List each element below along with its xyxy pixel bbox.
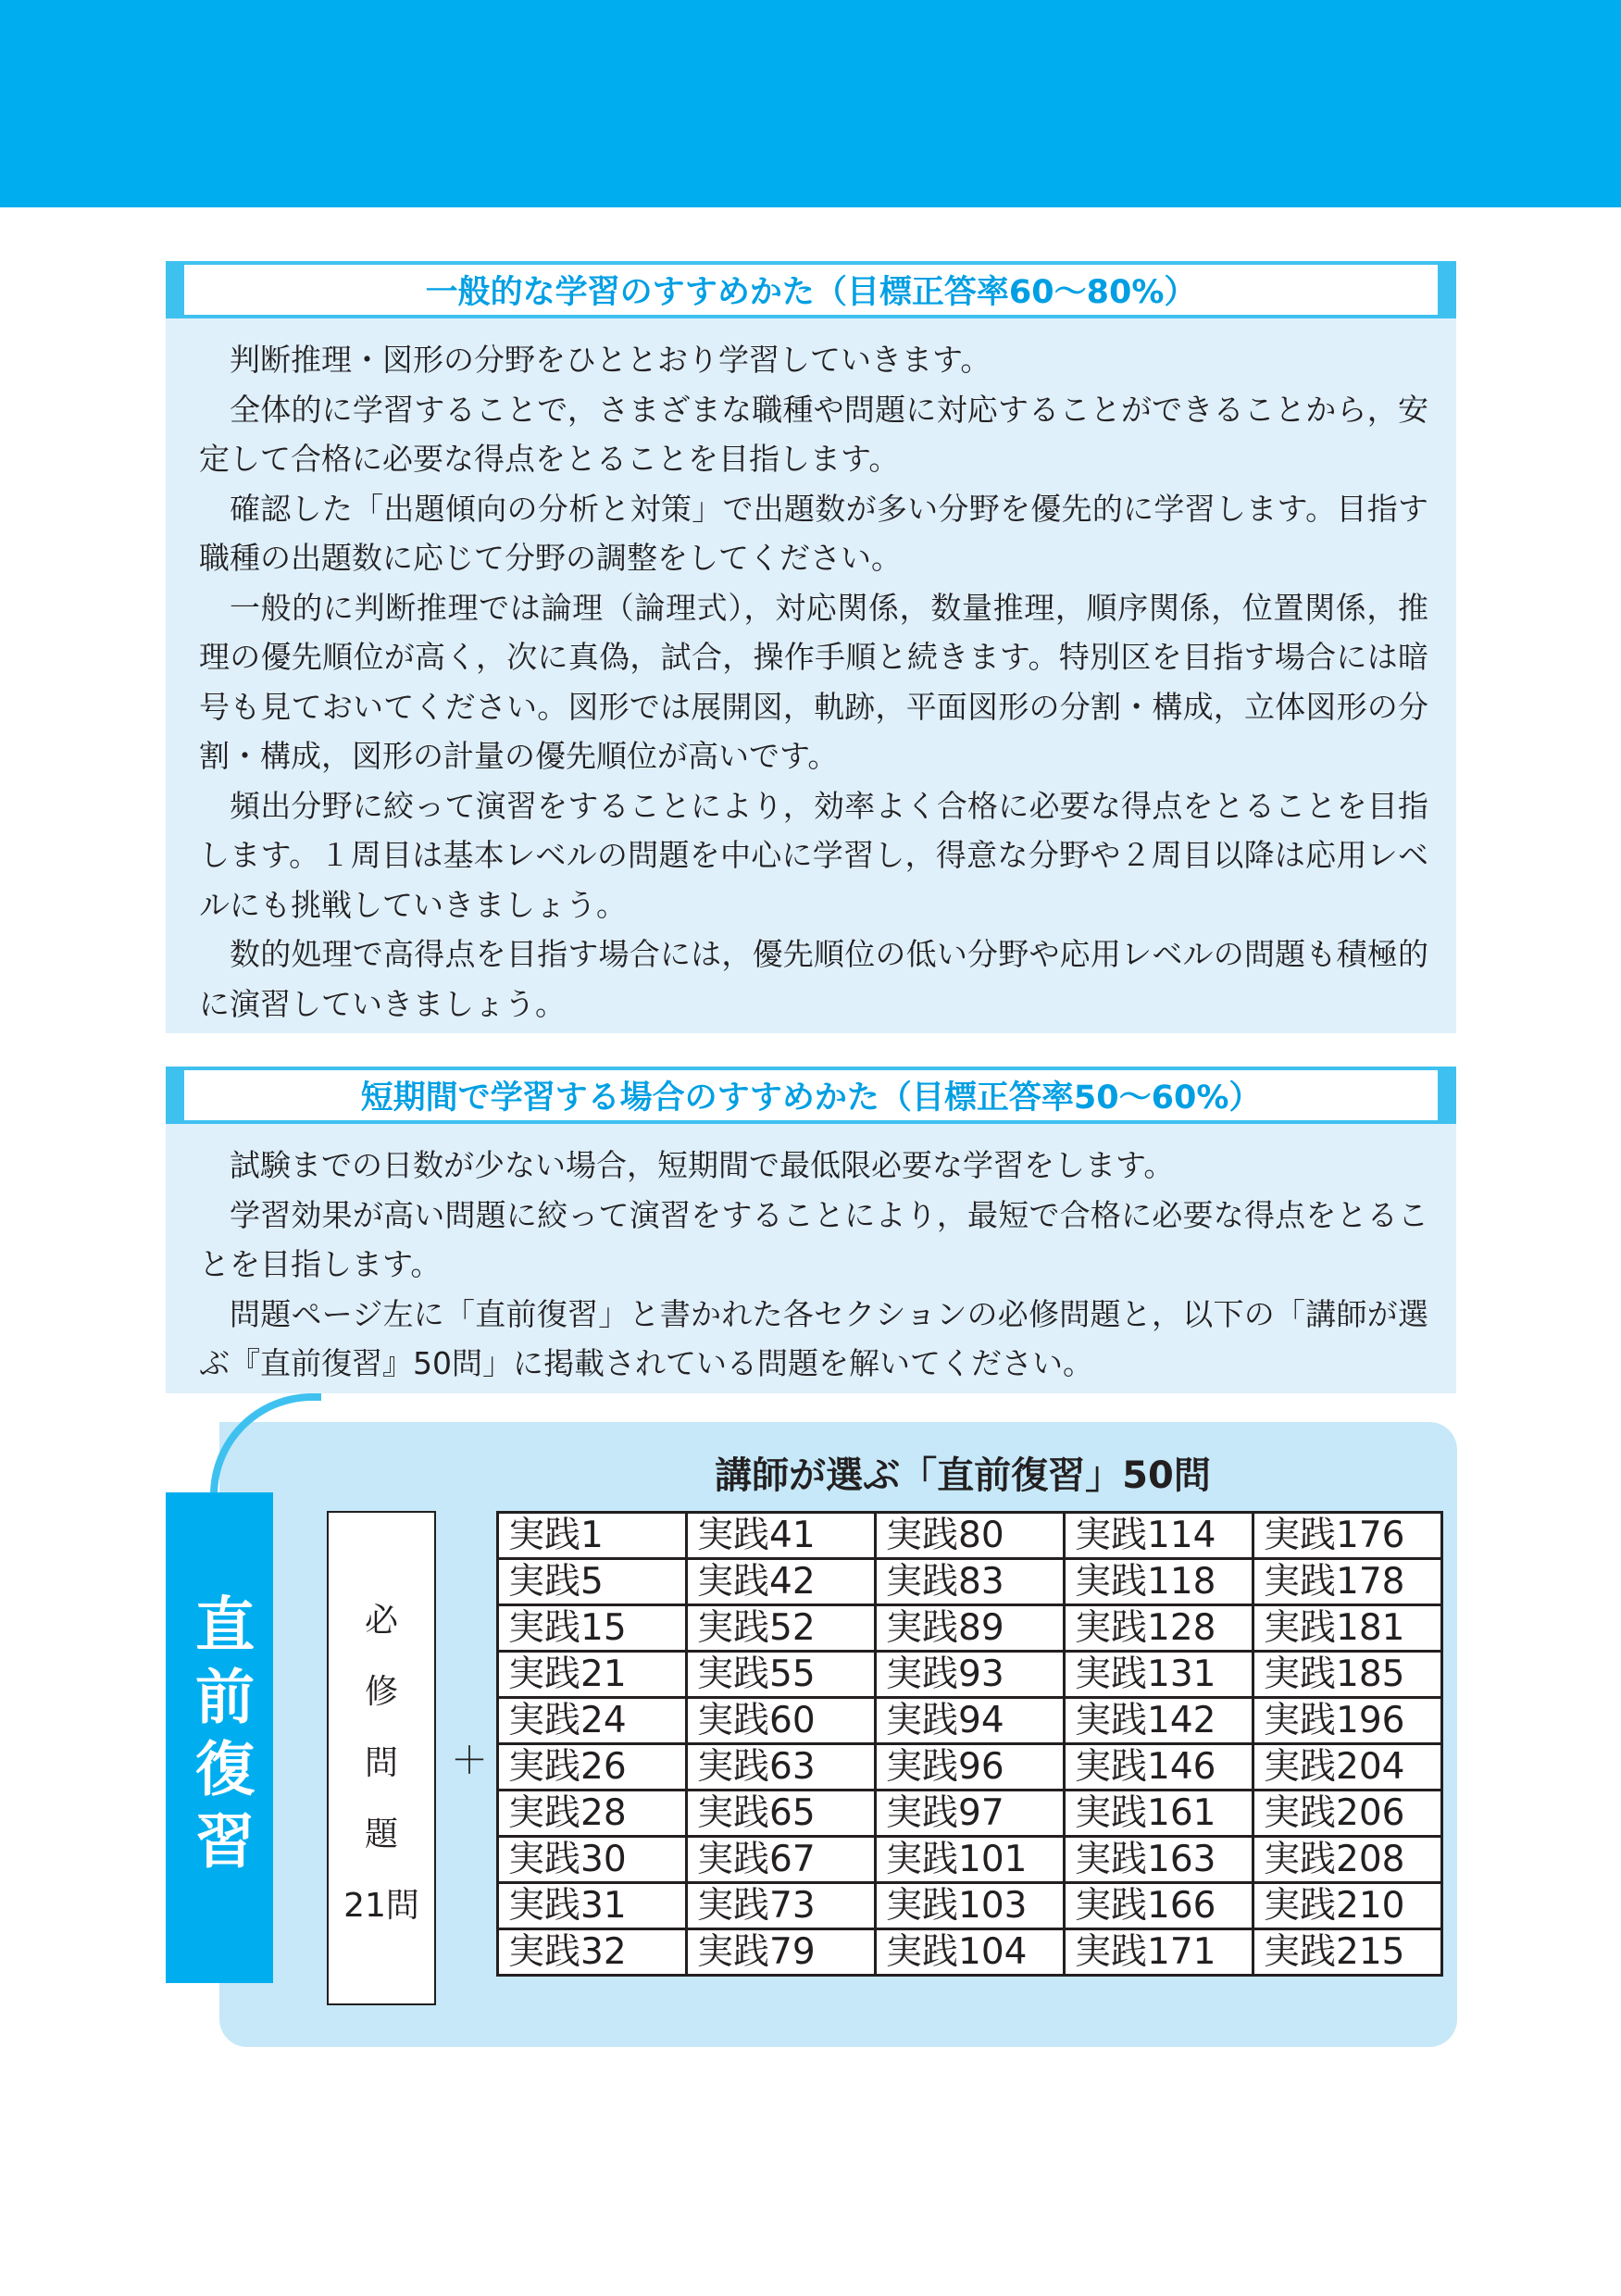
table-cell: 実践118 [1065, 1559, 1253, 1605]
table-cell: 実践24 [498, 1698, 687, 1744]
table-cell: 実践52 [687, 1605, 876, 1652]
short-term-study-title: 短期間で学習する場合のすすめかた（目標正答率50～60%） [184, 1070, 1438, 1120]
table-row [498, 1744, 1442, 1791]
table-cell: 実践185 [1253, 1652, 1442, 1698]
general-study-section [166, 261, 1456, 1033]
table-cell: 実践181 [1253, 1605, 1442, 1652]
paragraph: 一般的に判断推理では論理（論理式），対応関係，数量推理，順序関係，位置関係，推理の優先順位が高く，次に真偽，試合，操作手順と続きます。特別区を目指す場合には暗号も見ておいてください。図形では展開図，軌跡，平面図形の分割・構成，立体図形の分割・構成，図形の計量の優先順位が高いです。 [199, 589, 1428, 774]
table-row [498, 1929, 1442, 1976]
general-study-header [166, 261, 1456, 318]
table-cell: 実践30 [498, 1837, 687, 1883]
required-problems-box [327, 1511, 436, 2005]
paragraph: 問題ページ左に「直前復習」と書かれた各セクションの必修問題と，以下の「講師が選ぶ『直前復習』50問」に掲載されている問題を解いてください。 [199, 1295, 1428, 1381]
table-row [498, 1791, 1442, 1837]
table-cell: 実践31 [498, 1883, 687, 1929]
table-cell: 実践55 [687, 1652, 876, 1698]
table-cell: 実践21 [498, 1652, 687, 1698]
paragraph: 試験までの日数が少ない場合，短期間で最低限必要な学習をします。 [230, 1147, 1175, 1183]
table-cell: 実践80 [876, 1513, 1065, 1559]
table-row [498, 1698, 1442, 1744]
required-char: 修 [364, 1673, 398, 1711]
table-cell: 実践166 [1065, 1883, 1253, 1929]
short-term-study-header [166, 1067, 1456, 1124]
table-cell: 実践60 [687, 1698, 876, 1744]
table-row [498, 1559, 1442, 1605]
paragraph: 数的処理で高得点を目指す場合には，優先順位の低い分野や応用レベルの問題も積極的に演習していきましょう。 [199, 936, 1428, 1022]
table-cell: 実践42 [687, 1559, 876, 1605]
general-study-body [199, 335, 1428, 1029]
table-cell: 実践142 [1065, 1698, 1253, 1744]
table-cell: 実践163 [1065, 1837, 1253, 1883]
review-tab [166, 1492, 273, 1983]
table-cell: 実践26 [498, 1744, 687, 1791]
table-cell: 実践41 [687, 1513, 876, 1559]
table-cell: 実践79 [687, 1929, 876, 1976]
table-cell: 実践171 [1065, 1929, 1253, 1976]
table-cell: 実践73 [687, 1883, 876, 1929]
required-char: 問 [364, 1744, 398, 1782]
required-char: 題 [364, 1816, 398, 1853]
paragraph: 確認した「出題傾向の分析と対策」で出題数が多い分野を優先的に学習します。目指す職種の出題数に応じて分野の調整をしてください。 [199, 490, 1428, 576]
table-cell: 実践93 [876, 1652, 1065, 1698]
table-row [498, 1883, 1442, 1929]
table-cell: 実践89 [876, 1605, 1065, 1652]
paragraph: 全体的に学習することで，さまざまな職種や問題に対応することができることから，安定して合格に必要な得点をとることを目指します。 [199, 391, 1428, 477]
table-cell: 実践206 [1253, 1791, 1442, 1837]
table-cell: 実践131 [1065, 1652, 1253, 1698]
review-title: 講師が選ぶ「直前復習」50問 [715, 1454, 1211, 1497]
plus-sign: ＋ [451, 1740, 488, 1782]
table-cell: 実践97 [876, 1791, 1065, 1837]
paragraph: 判断推理・図形の分野をひととおり学習していきます。 [230, 342, 991, 378]
paragraph: 頻出分野に絞って演習をすることにより，効率よく合格に必要な得点をとることを目指します。１周目は基本レベルの問題を中心に学習し，得意な分野や２周目以降は応用レベルにも挑戦していきましょう。 [199, 787, 1428, 923]
table-row [498, 1513, 1442, 1559]
review-curve-decoration [210, 1393, 321, 1495]
table-cell: 実践204 [1253, 1744, 1442, 1791]
table-cell: 実践103 [876, 1883, 1065, 1929]
table-cell: 実践128 [1065, 1605, 1253, 1652]
table-cell: 実践114 [1065, 1513, 1253, 1559]
table-cell: 実践161 [1065, 1791, 1253, 1837]
table-cell: 実践146 [1065, 1744, 1253, 1791]
table-cell: 実践196 [1253, 1698, 1442, 1744]
table-row [498, 1652, 1442, 1698]
table-cell: 実践101 [876, 1837, 1065, 1883]
table-row [498, 1837, 1442, 1883]
table-cell: 実践32 [498, 1929, 687, 1976]
short-term-study-section [166, 1067, 1456, 1393]
table-cell: 実践15 [498, 1605, 687, 1652]
table-cell: 実践67 [687, 1837, 876, 1883]
review-problem-grid [496, 1511, 1443, 1977]
table-cell: 実践28 [498, 1791, 687, 1837]
table-cell: 実践5 [498, 1559, 687, 1605]
table-cell: 実践208 [1253, 1837, 1442, 1883]
table-cell: 実践178 [1253, 1559, 1442, 1605]
short-term-study-body [199, 1141, 1428, 1389]
table-cell: 実践210 [1253, 1883, 1442, 1929]
table-cell: 実践215 [1253, 1929, 1442, 1976]
general-study-title: 一般的な学習のすすめかた（目標正答率60～80%） [184, 265, 1438, 315]
table-cell: 実践65 [687, 1791, 876, 1837]
review-tab-label: 直前復習 [185, 1593, 254, 1882]
table-row [498, 1605, 1442, 1652]
required-count: 21問 [343, 1887, 419, 1925]
table-cell: 実践94 [876, 1698, 1065, 1744]
top-color-band [0, 0, 1621, 207]
paragraph: 学習効果が高い問題に絞って演習をすることにより，最短で合格に必要な得点をとることを目指します。 [199, 1196, 1428, 1282]
table-cell: 実践176 [1253, 1513, 1442, 1559]
table-cell: 実践104 [876, 1929, 1065, 1976]
table-cell: 実践63 [687, 1744, 876, 1791]
table-cell: 実践83 [876, 1559, 1065, 1605]
table-cell: 実践1 [498, 1513, 687, 1559]
table-cell: 実践96 [876, 1744, 1065, 1791]
required-char: 必 [364, 1602, 398, 1640]
